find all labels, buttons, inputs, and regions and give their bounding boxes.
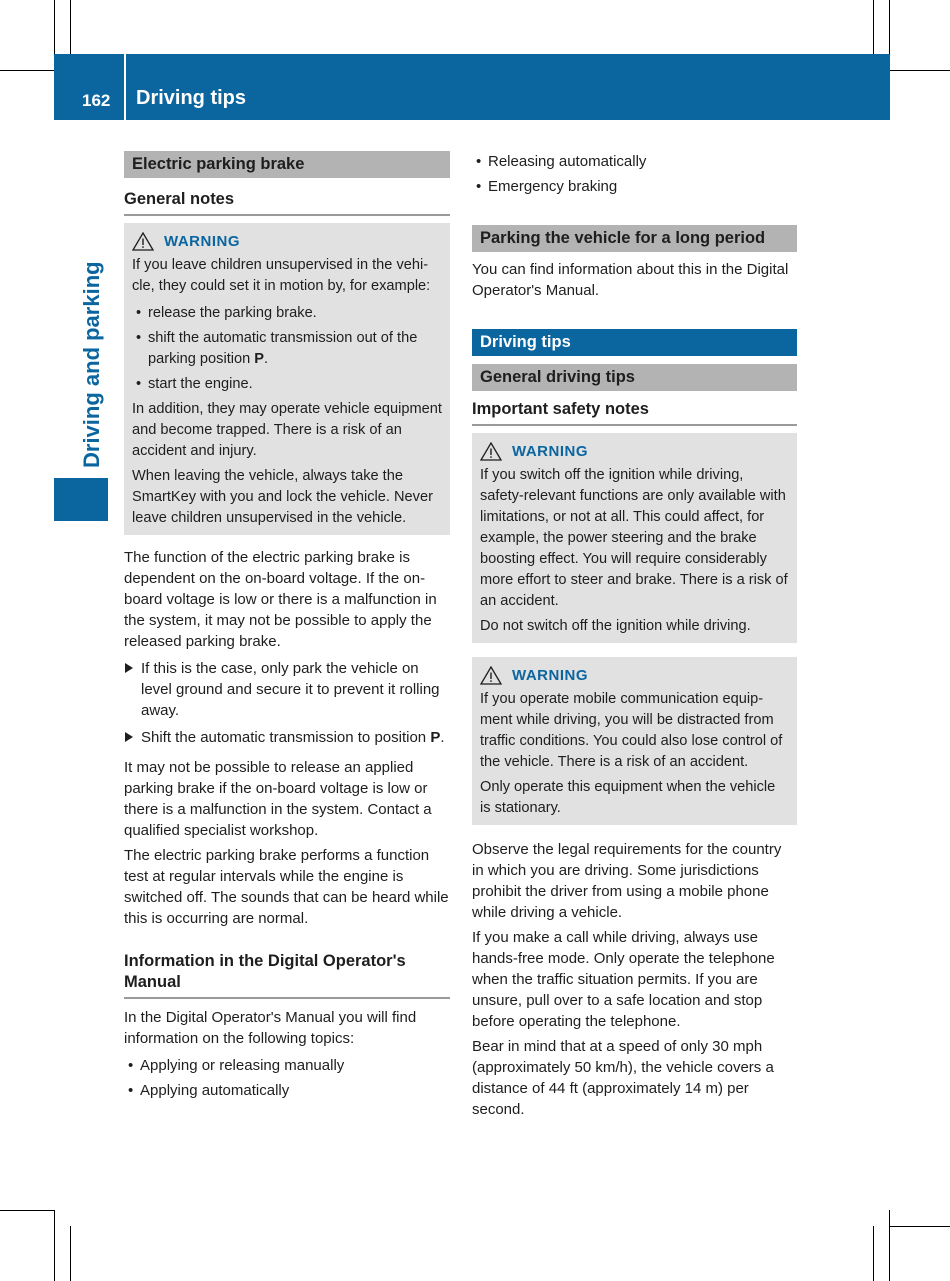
warning-bullet-list bbox=[132, 303, 442, 395]
crop-mark bbox=[54, 0, 55, 54]
warning-header bbox=[132, 231, 442, 252]
body-paragraph: In the Digital Operator's Manual you will find information on the following topics: bbox=[124, 1009, 417, 1047]
side-tab-label: Driving and parking bbox=[79, 261, 104, 468]
list-item: • Applying or releasing manually bbox=[124, 1055, 450, 1076]
crop-mark bbox=[889, 0, 890, 54]
body-paragraph: You can find information about this in the Digital Operator's Manual. bbox=[472, 261, 789, 299]
list-item: • Releasing automatically bbox=[472, 151, 797, 172]
section-title-long-period-parking: Parking the vehicle for a long period bbox=[472, 225, 797, 252]
list-item: • start the engine. bbox=[132, 374, 442, 395]
warning-box bbox=[472, 433, 797, 643]
list-item: • release the parking brake. bbox=[132, 303, 442, 324]
page-header bbox=[54, 54, 890, 120]
crop-mark bbox=[70, 1226, 71, 1281]
warning-header bbox=[480, 665, 789, 686]
warning-text: If you switch off the ignition while driving, safety-relevant functions are only available with limitations, or not at all. This could affect, for example, the power steering and the brake boosting effect. You will require considerably more effort to steer and brake. There is a risk of an accident. bbox=[480, 467, 788, 609]
topic-list bbox=[124, 1055, 450, 1101]
instruction-step bbox=[124, 727, 450, 748]
warning-text: Do not switch off the ignition while driving. bbox=[480, 618, 751, 634]
crop-mark bbox=[0, 1210, 54, 1211]
gear-position-p: P bbox=[254, 351, 265, 367]
page-number: 162 bbox=[82, 91, 111, 110]
warning-label: WARNING bbox=[512, 667, 588, 684]
crop-mark bbox=[890, 1226, 950, 1227]
warning-triangle-icon bbox=[132, 232, 154, 251]
warning-text: If you operate mobile communication equipment while driving, you will be distracted from traffic conditions. You could also lose control of the vehicle. There is a risk of an accident. bbox=[480, 691, 783, 770]
body-paragraph: It may not be possible to release an applied parking brake if the on-board voltage is low or there is a malfunction in the system. Contact a qualified specialist workshop. bbox=[124, 759, 432, 839]
crop-mark bbox=[54, 1210, 55, 1281]
warning-triangle-icon bbox=[480, 666, 502, 685]
list-item: • Applying automatically bbox=[124, 1080, 450, 1101]
section-title-electric-parking-brake: Electric parking brake bbox=[124, 151, 450, 178]
chapter-title: Driving tips bbox=[136, 87, 247, 109]
step-text: Shift the automatic transmission to position bbox=[141, 729, 431, 746]
crop-mark bbox=[70, 0, 71, 54]
heading-information-digital-manual: Information in the Digital Operator's Manual bbox=[124, 951, 450, 999]
heading-general-notes: General notes bbox=[124, 189, 450, 216]
header-divider bbox=[124, 54, 126, 120]
body-paragraph: Bear in mind that at a speed of only 30 mph (approximately 50 km/h), the vehicle covers a distance of 44 ft (approximately 14 m) per second. bbox=[472, 1038, 774, 1118]
step-text: If this is the case, only park the vehicle on level ground and secure it to prevent it rolling away. bbox=[141, 660, 440, 719]
list-item: • Emergency braking bbox=[472, 176, 797, 197]
instruction-step bbox=[124, 658, 450, 721]
warning-box bbox=[124, 223, 450, 535]
body-paragraph: Observe the legal requirements for the country in which you are driving. Some jurisdictions prohibit the driver from using a mobile phone while driving a vehicle. bbox=[472, 841, 782, 921]
crop-mark bbox=[889, 1210, 890, 1281]
step-arrow-icon bbox=[125, 663, 133, 673]
warning-box bbox=[472, 657, 797, 825]
section-title-driving-tips: Driving tips bbox=[472, 329, 797, 356]
list-item-end: . bbox=[264, 351, 269, 367]
list-item-text: shift the automatic transmission out of the parking position bbox=[148, 330, 418, 367]
crop-mark bbox=[873, 0, 874, 54]
warning-text: When leaving the vehicle, always take the SmartKey with you and lock the vehicle. Never leave children unsupervised in the vehicle. bbox=[132, 468, 433, 526]
crop-mark bbox=[0, 70, 54, 71]
body-paragraph: The electric parking brake performs a function test at regular intervals while the engine is switched off. The sounds that can be heard while this is occurring are normal. bbox=[124, 847, 449, 927]
warning-label: WARNING bbox=[512, 443, 588, 460]
list-item bbox=[132, 328, 442, 370]
warning-text: If you leave children unsupervised in the vehicle, they could set it in motion by, for example: bbox=[132, 257, 431, 294]
side-tab-marker bbox=[54, 478, 108, 521]
warning-text: In addition, they may operate vehicle equipment and become trapped. There is a risk of an accident and injury. bbox=[132, 401, 442, 459]
crop-mark bbox=[890, 70, 950, 71]
body-paragraph: If you make a call while driving, always use hands-free mode. Only operate the telephone when the traffic situation permits. If you are unsure, pull over to a safe location and stop before operating the telephone. bbox=[472, 929, 775, 1030]
warning-text: Only operate this equipment when the vehicle is stationary. bbox=[480, 779, 776, 816]
warning-triangle-icon bbox=[480, 442, 502, 461]
right-column bbox=[472, 151, 797, 1120]
left-column bbox=[124, 151, 450, 1105]
topic-list-continued bbox=[472, 151, 797, 197]
warning-header bbox=[480, 441, 789, 462]
warning-label: WARNING bbox=[164, 233, 240, 250]
step-text-end: . bbox=[440, 729, 445, 746]
section-title-general-driving-tips: General driving tips bbox=[472, 364, 797, 391]
heading-important-safety-notes: Important safety notes bbox=[472, 399, 797, 426]
crop-mark bbox=[873, 1226, 874, 1281]
step-arrow-icon bbox=[125, 732, 133, 742]
gear-position-p: P bbox=[430, 729, 441, 746]
body-paragraph: The function of the electric parking brake is dependent on the on-board voltage. If the on-board voltage is low or there is a malfunction in the system, it may not be possible to apply the released parking brake. bbox=[124, 549, 437, 650]
